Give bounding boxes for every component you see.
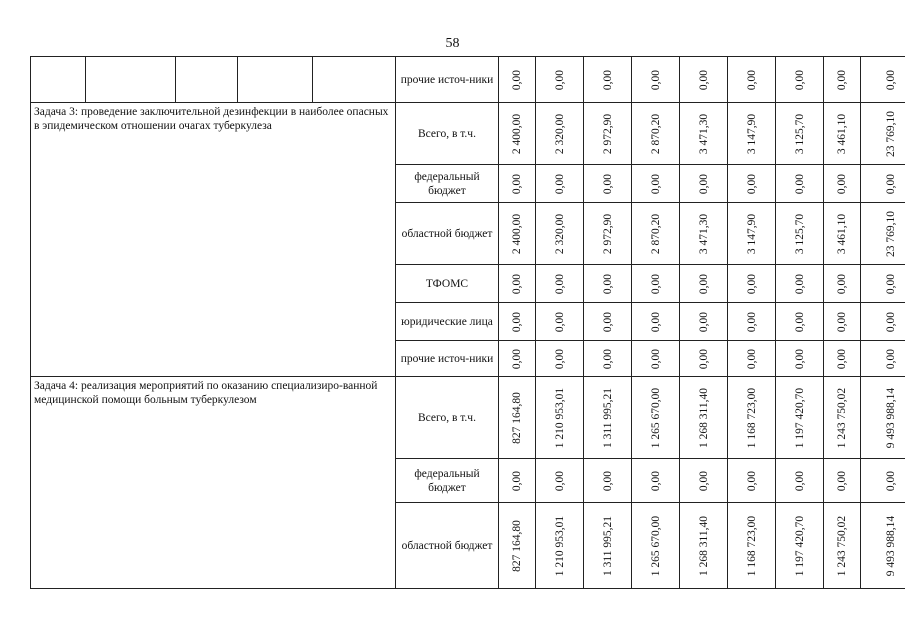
amount-value: 0,00 xyxy=(697,273,710,294)
amount-value: 0,00 xyxy=(793,69,806,90)
amount-value: 2 320,00 xyxy=(553,113,566,154)
amount-value: 0,00 xyxy=(745,69,758,90)
amount-cell xyxy=(584,341,632,377)
empty-cell xyxy=(238,57,313,103)
amount-value: 0,00 xyxy=(649,69,662,90)
empty-cell xyxy=(31,57,86,103)
amount-cell xyxy=(776,377,824,459)
amount-value: 1 243 750,02 xyxy=(836,515,848,576)
amount-cell xyxy=(824,341,861,377)
amount-cell xyxy=(632,103,680,165)
amount-cell xyxy=(824,503,861,589)
amount-cell xyxy=(861,203,905,265)
amount-value: 0,00 xyxy=(793,173,806,194)
amount-value: 0,00 xyxy=(884,470,897,491)
amount-value: 3 471,30 xyxy=(697,213,710,254)
amount-value: 0,00 xyxy=(884,273,897,294)
amount-cell xyxy=(728,265,776,303)
amount-cell xyxy=(499,265,536,303)
funding-source: Всего, в т.ч. xyxy=(396,377,499,459)
amount-value: 0,00 xyxy=(649,311,662,332)
amount-cell xyxy=(680,103,728,165)
amount-cell xyxy=(824,459,861,503)
amount-cell xyxy=(776,57,824,103)
amount-cell xyxy=(584,57,632,103)
amount-cell xyxy=(632,503,680,589)
amount-value: 1 197 420,70 xyxy=(793,515,806,576)
amount-cell xyxy=(584,303,632,341)
amount-cell xyxy=(499,303,536,341)
amount-value: 0,00 xyxy=(511,470,523,491)
amount-value: 0,00 xyxy=(836,311,848,332)
amount-cell xyxy=(861,377,905,459)
amount-value: 3 471,30 xyxy=(697,113,710,154)
amount-cell xyxy=(680,459,728,503)
amount-cell xyxy=(861,503,905,589)
amount-value: 1 243 750,02 xyxy=(836,387,848,448)
amount-cell xyxy=(680,203,728,265)
amount-value: 0,00 xyxy=(649,273,662,294)
amount-cell xyxy=(680,265,728,303)
amount-cell xyxy=(776,503,824,589)
amount-cell xyxy=(680,303,728,341)
amount-cell xyxy=(584,265,632,303)
amount-value: 0,00 xyxy=(836,470,848,491)
amount-cell xyxy=(632,165,680,203)
amount-cell xyxy=(728,57,776,103)
amount-cell xyxy=(680,503,728,589)
amount-cell xyxy=(728,103,776,165)
funding-source: областной бюджет xyxy=(396,503,499,589)
amount-cell xyxy=(861,303,905,341)
amount-value: 827 164,80 xyxy=(511,519,523,572)
amount-cell xyxy=(499,165,536,203)
amount-value: 1 168 723,00 xyxy=(745,515,758,576)
amount-cell xyxy=(632,341,680,377)
amount-value: 0,00 xyxy=(553,470,566,491)
amount-value: 0,00 xyxy=(601,273,614,294)
amount-value: 0,00 xyxy=(511,273,523,294)
amount-value: 827 164,80 xyxy=(511,391,523,444)
amount-value: 1 268 311,40 xyxy=(697,515,710,576)
amount-value: 0,00 xyxy=(836,273,848,294)
funding-source: областной бюджет xyxy=(396,203,499,265)
amount-cell xyxy=(824,57,861,103)
amount-cell xyxy=(632,265,680,303)
amount-cell xyxy=(536,303,584,341)
amount-value: 0,00 xyxy=(601,348,614,369)
amount-value: 0,00 xyxy=(553,348,566,369)
amount-value: 0,00 xyxy=(884,69,897,90)
amount-cell xyxy=(499,459,536,503)
amount-cell xyxy=(680,165,728,203)
amount-value: 2 972,90 xyxy=(601,113,614,154)
amount-cell xyxy=(824,377,861,459)
amount-cell xyxy=(536,57,584,103)
amount-cell xyxy=(499,203,536,265)
amount-value: 0,00 xyxy=(553,273,566,294)
table-row xyxy=(31,377,905,459)
amount-cell xyxy=(776,341,824,377)
amount-value: 0,00 xyxy=(793,470,806,491)
amount-value: 2 972,90 xyxy=(601,213,614,254)
page-number: 58 xyxy=(445,36,460,51)
amount-value: 0,00 xyxy=(884,311,897,332)
amount-cell xyxy=(584,165,632,203)
amount-value: 2 400,00 xyxy=(511,113,523,154)
amount-cell xyxy=(776,165,824,203)
amount-value: 0,00 xyxy=(836,173,848,194)
amount-cell xyxy=(776,103,824,165)
funding-source: Всего, в т.ч. xyxy=(396,103,499,165)
amount-value: 3 461,10 xyxy=(836,113,848,154)
amount-cell xyxy=(632,377,680,459)
amount-value: 0,00 xyxy=(793,348,806,369)
amount-cell xyxy=(728,203,776,265)
task-description: Задача 3: проведение заключительной дезинфекции в наиболее опасных в эпидемическом отношении очагах туберкулеза xyxy=(31,103,396,377)
amount-value: 23 769,10 xyxy=(884,110,897,157)
amount-value: 23 769,10 xyxy=(884,210,897,257)
amount-cell xyxy=(776,303,824,341)
amount-cell xyxy=(632,459,680,503)
amount-value: 0,00 xyxy=(697,348,710,369)
amount-cell xyxy=(861,459,905,503)
amount-value: 0,00 xyxy=(884,173,897,194)
table-row xyxy=(31,103,905,165)
amount-value: 0,00 xyxy=(601,173,614,194)
amount-value: 1 265 670,00 xyxy=(649,387,662,448)
amount-value: 1 268 311,40 xyxy=(697,387,710,448)
amount-value: 2 400,00 xyxy=(511,213,523,254)
funding-source: федеральный бюджет xyxy=(396,165,499,203)
amount-value: 0,00 xyxy=(745,273,758,294)
amount-cell xyxy=(584,459,632,503)
amount-value: 9 493 988,14 xyxy=(884,515,897,576)
amount-value: 3 125,70 xyxy=(793,213,806,254)
table-row xyxy=(31,57,905,103)
amount-value: 0,00 xyxy=(697,173,710,194)
amount-value: 0,00 xyxy=(601,69,614,90)
amount-value: 0,00 xyxy=(649,470,662,491)
amount-value: 0,00 xyxy=(745,311,758,332)
amount-cell xyxy=(632,303,680,341)
empty-cell xyxy=(176,57,238,103)
amount-value: 0,00 xyxy=(793,273,806,294)
amount-cell xyxy=(824,103,861,165)
amount-value: 3 147,90 xyxy=(745,213,758,254)
amount-cell xyxy=(632,203,680,265)
amount-value: 3 147,90 xyxy=(745,113,758,154)
task-description: Задача 4: реализация мероприятий по оказанию специализиро-ванной медицинской помощи больным туберкулезом xyxy=(31,377,396,589)
amount-value: 0,00 xyxy=(649,348,662,369)
amount-value: 0,00 xyxy=(793,311,806,332)
amount-cell xyxy=(861,103,905,165)
amount-cell xyxy=(776,203,824,265)
amount-cell xyxy=(776,265,824,303)
amount-cell xyxy=(499,503,536,589)
amount-value: 2 870,20 xyxy=(649,113,662,154)
amount-value: 9 493 988,14 xyxy=(884,387,897,448)
amount-value: 0,00 xyxy=(553,311,566,332)
amount-value: 3 125,70 xyxy=(793,113,806,154)
amount-cell xyxy=(499,57,536,103)
funding-source: ТФОМС xyxy=(396,265,499,303)
amount-cell xyxy=(680,57,728,103)
amount-cell xyxy=(584,377,632,459)
amount-cell xyxy=(824,303,861,341)
funding-source: прочие источ-ники xyxy=(396,341,499,377)
amount-cell xyxy=(728,303,776,341)
amount-value: 0,00 xyxy=(697,69,710,90)
amount-cell xyxy=(680,377,728,459)
amount-value: 1 168 723,00 xyxy=(745,387,758,448)
amount-value: 2 320,00 xyxy=(553,213,566,254)
amount-cell xyxy=(728,341,776,377)
amount-value: 0,00 xyxy=(836,69,848,90)
amount-cell xyxy=(861,165,905,203)
amount-value: 1 311 995,21 xyxy=(601,515,614,576)
amount-value: 0,00 xyxy=(511,69,523,90)
funding-source: федеральный бюджет xyxy=(396,459,499,503)
amount-value: 0,00 xyxy=(745,173,758,194)
amount-value: 0,00 xyxy=(697,470,710,491)
amount-value: 3 461,10 xyxy=(836,213,848,254)
amount-cell xyxy=(680,341,728,377)
amount-cell xyxy=(728,459,776,503)
amount-cell xyxy=(824,203,861,265)
amount-cell xyxy=(584,103,632,165)
amount-cell xyxy=(536,203,584,265)
amount-value: 0,00 xyxy=(649,173,662,194)
empty-cell xyxy=(86,57,176,103)
funding-source: прочие источ-ники xyxy=(396,57,499,103)
amount-cell xyxy=(861,57,905,103)
amount-value: 2 870,20 xyxy=(649,213,662,254)
amount-cell xyxy=(536,459,584,503)
amount-cell xyxy=(861,341,905,377)
funding-source: юридические лица xyxy=(396,303,499,341)
amount-cell xyxy=(536,377,584,459)
amount-value: 1 265 670,00 xyxy=(649,515,662,576)
amount-cell xyxy=(584,203,632,265)
amount-value: 0,00 xyxy=(511,348,523,369)
amount-value: 0,00 xyxy=(511,173,523,194)
amount-cell xyxy=(536,341,584,377)
amount-cell xyxy=(536,503,584,589)
amount-value: 0,00 xyxy=(553,69,566,90)
amount-value: 0,00 xyxy=(836,348,848,369)
amount-cell xyxy=(728,165,776,203)
amount-cell xyxy=(536,265,584,303)
amount-value: 0,00 xyxy=(601,311,614,332)
amount-cell xyxy=(824,165,861,203)
amount-cell xyxy=(499,341,536,377)
amount-value: 0,00 xyxy=(511,311,523,332)
amount-value: 0,00 xyxy=(745,470,758,491)
amount-cell xyxy=(632,57,680,103)
amount-value: 0,00 xyxy=(601,470,614,491)
amount-cell xyxy=(499,377,536,459)
amount-cell xyxy=(536,165,584,203)
amount-value: 1 197 420,70 xyxy=(793,387,806,448)
amount-value: 0,00 xyxy=(745,348,758,369)
amount-cell xyxy=(776,459,824,503)
empty-cell xyxy=(313,57,396,103)
amount-value: 1 311 995,21 xyxy=(601,387,614,448)
amount-value: 0,00 xyxy=(697,311,710,332)
amount-cell xyxy=(728,503,776,589)
budget-table xyxy=(30,56,905,589)
amount-value: 0,00 xyxy=(553,173,566,194)
amount-cell xyxy=(728,377,776,459)
amount-value: 1 210 953,01 xyxy=(553,387,566,448)
amount-value: 1 210 953,01 xyxy=(553,515,566,576)
amount-cell xyxy=(584,503,632,589)
amount-cell xyxy=(499,103,536,165)
amount-value: 0,00 xyxy=(884,348,897,369)
amount-cell xyxy=(861,265,905,303)
amount-cell xyxy=(824,265,861,303)
amount-cell xyxy=(536,103,584,165)
